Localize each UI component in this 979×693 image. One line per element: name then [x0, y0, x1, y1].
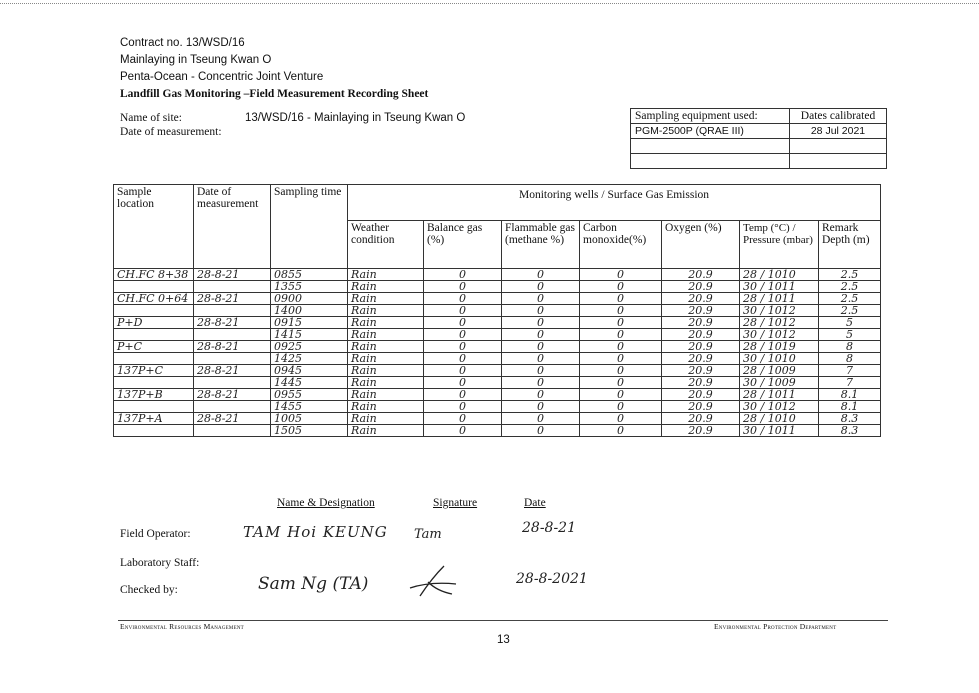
row-oxygen: 20.9: [662, 317, 740, 329]
row-date: [194, 377, 271, 389]
row-balance: 0: [424, 413, 502, 425]
calibrated-header: Dates calibrated: [790, 109, 887, 124]
row-date: 28-8-21: [194, 389, 271, 401]
col-date: Date of measurement: [194, 185, 271, 269]
row-temp-pressure: 30 / 1012: [740, 401, 819, 413]
row-time: 0915: [271, 317, 348, 329]
row-date: 28-8-21: [194, 341, 271, 353]
equipment-calibrated: 28 Jul 2021: [790, 124, 887, 139]
row-weather: Rain: [348, 317, 424, 329]
row-depth: 5: [819, 329, 881, 341]
row-carbon: 0: [580, 293, 662, 305]
col-carbon: Carbon monoxide(%): [580, 221, 662, 269]
row-time: 0955: [271, 389, 348, 401]
project-name: Mainlaying in Tseung Kwan O: [120, 54, 272, 66]
checked-by-signature-icon: [406, 562, 460, 602]
row-temp-pressure: 30 / 1012: [740, 305, 819, 317]
row-date: 28-8-21: [194, 365, 271, 377]
row-weather: Rain: [348, 305, 424, 317]
row-weather: Rain: [348, 365, 424, 377]
row-depth: 2.5: [819, 269, 881, 281]
table-row: [114, 389, 881, 401]
row-location: [114, 329, 194, 341]
col-weather: Weather condition: [348, 221, 424, 269]
row-balance: 0: [424, 293, 502, 305]
page-number: 13: [497, 634, 510, 646]
row-date: 28-8-21: [194, 317, 271, 329]
date-label: Date of measurement:: [120, 126, 222, 138]
row-temp-pressure: 30 / 1011: [740, 425, 819, 437]
row-oxygen: 20.9: [662, 293, 740, 305]
row-balance: 0: [424, 401, 502, 413]
row-time: 1425: [271, 353, 348, 365]
row-time: 1400: [271, 305, 348, 317]
row-flammable: 0: [502, 281, 580, 293]
table-row: [114, 353, 881, 365]
row-flammable: 0: [502, 341, 580, 353]
field-operator-label: Field Operator:: [120, 528, 191, 540]
row-flammable: 0: [502, 413, 580, 425]
row-flammable: 0: [502, 317, 580, 329]
row-weather: Rain: [348, 377, 424, 389]
row-balance: 0: [424, 269, 502, 281]
row-weather: Rain: [348, 281, 424, 293]
row-flammable: 0: [502, 389, 580, 401]
footer-rule: [118, 620, 888, 621]
row-location: P+C: [114, 341, 194, 353]
checked-by-label: Checked by:: [120, 584, 178, 596]
footer-left: Environmental Resources Management: [120, 622, 244, 631]
row-temp-pressure: 30 / 1010: [740, 353, 819, 365]
row-time: 1455: [271, 401, 348, 413]
table-row: [114, 401, 881, 413]
row-carbon: 0: [580, 425, 662, 437]
row-balance: 0: [424, 317, 502, 329]
checked-by-date: 28-8-2021: [516, 571, 588, 587]
table-row: [114, 281, 881, 293]
col-pressure-label: Pressure (mbar): [743, 234, 813, 246]
site-name-label: Name of site:: [120, 112, 182, 124]
row-oxygen: 20.9: [662, 329, 740, 341]
row-depth: 2.5: [819, 293, 881, 305]
equipment-empty: [631, 154, 790, 169]
row-depth: 7: [819, 365, 881, 377]
table-row: [114, 329, 881, 341]
row-date: [194, 305, 271, 317]
table-row: [114, 377, 881, 389]
row-balance: 0: [424, 425, 502, 437]
row-oxygen: 20.9: [662, 281, 740, 293]
row-time: 0945: [271, 365, 348, 377]
footer-right: Environmental Protection Department: [714, 622, 837, 631]
row-oxygen: 20.9: [662, 353, 740, 365]
row-carbon: 0: [580, 365, 662, 377]
row-temp-pressure: 30 / 1011: [740, 281, 819, 293]
row-flammable: 0: [502, 293, 580, 305]
row-balance: 0: [424, 353, 502, 365]
table-row: [114, 413, 881, 425]
table-row: [114, 341, 881, 353]
row-time: 1415: [271, 329, 348, 341]
row-depth: 8.1: [819, 389, 881, 401]
row-flammable: 0: [502, 329, 580, 341]
field-operator-signature: Tam: [414, 527, 442, 542]
row-depth: 7: [819, 377, 881, 389]
row-date: [194, 401, 271, 413]
row-flammable: 0: [502, 401, 580, 413]
field-operator-date: 28-8-21: [522, 520, 576, 536]
checked-by-name: Sam Ng (TA): [258, 574, 369, 594]
row-carbon: 0: [580, 413, 662, 425]
row-location: 137P+A: [114, 413, 194, 425]
table-row: [114, 365, 881, 377]
row-depth: 5: [819, 317, 881, 329]
row-carbon: 0: [580, 353, 662, 365]
row-temp-pressure: 28 / 1010: [740, 269, 819, 281]
row-oxygen: 20.9: [662, 425, 740, 437]
row-depth: 8: [819, 353, 881, 365]
row-location: CH.FC 8+38: [114, 269, 194, 281]
row-oxygen: 20.9: [662, 365, 740, 377]
row-date: [194, 329, 271, 341]
row-carbon: 0: [580, 269, 662, 281]
contract-number: Contract no. 13/WSD/16: [120, 37, 245, 49]
row-date: [194, 425, 271, 437]
row-flammable: 0: [502, 353, 580, 365]
row-date: 28-8-21: [194, 413, 271, 425]
row-location: [114, 305, 194, 317]
row-depth: 8.1: [819, 401, 881, 413]
sheet-title: Landfill Gas Monitoring –Field Measurement Recording Sheet: [120, 88, 429, 100]
col-temp-label: Temp (°C) /: [743, 222, 796, 234]
col-oxygen: Oxygen (%): [662, 221, 740, 269]
row-time: 1505: [271, 425, 348, 437]
row-depth: 2.5: [819, 305, 881, 317]
equipment-empty: [790, 139, 887, 154]
row-weather: Rain: [348, 425, 424, 437]
row-depth: 8.3: [819, 425, 881, 437]
row-location: [114, 401, 194, 413]
row-location: P+D: [114, 317, 194, 329]
row-depth: 8.3: [819, 413, 881, 425]
row-date: [194, 281, 271, 293]
col-time: Sampling time: [271, 185, 348, 269]
signoff-name-header: Name & Designation: [277, 497, 375, 509]
row-weather: Rain: [348, 329, 424, 341]
col-temp: [740, 221, 819, 269]
row-temp-pressure: 28 / 1009: [740, 365, 819, 377]
row-oxygen: 20.9: [662, 389, 740, 401]
row-oxygen: 20.9: [662, 401, 740, 413]
field-operator-name: TAM Hoi KEUNG: [243, 523, 388, 541]
row-weather: Rain: [348, 293, 424, 305]
row-weather: Rain: [348, 353, 424, 365]
row-carbon: 0: [580, 329, 662, 341]
row-oxygen: 20.9: [662, 305, 740, 317]
equipment-device: PGM-2500P (QRAE III): [631, 124, 790, 139]
row-location: 137P+C: [114, 365, 194, 377]
row-time: 0925: [271, 341, 348, 353]
row-flammable: 0: [502, 305, 580, 317]
row-time: 1005: [271, 413, 348, 425]
row-time: 1445: [271, 377, 348, 389]
row-location: [114, 425, 194, 437]
table-row: [114, 305, 881, 317]
row-date: 28-8-21: [194, 293, 271, 305]
row-oxygen: 20.9: [662, 377, 740, 389]
row-weather: Rain: [348, 389, 424, 401]
col-remark: Remark Depth (m): [819, 221, 881, 269]
equipment-table: [630, 108, 887, 169]
row-location: [114, 353, 194, 365]
row-temp-pressure: 28 / 1010: [740, 413, 819, 425]
row-temp-pressure: 30 / 1009: [740, 377, 819, 389]
site-name-value: 13/WSD/16 - Mainlaying in Tseung Kwan O: [245, 112, 466, 124]
row-balance: 0: [424, 389, 502, 401]
row-carbon: 0: [580, 305, 662, 317]
row-location: [114, 281, 194, 293]
row-balance: 0: [424, 329, 502, 341]
table-row: [114, 317, 881, 329]
row-flammable: 0: [502, 425, 580, 437]
row-flammable: 0: [502, 269, 580, 281]
equipment-empty: [631, 139, 790, 154]
row-temp-pressure: 28 / 1012: [740, 317, 819, 329]
row-temp-pressure: 28 / 1011: [740, 389, 819, 401]
lab-staff-label: Laboratory Staff:: [120, 557, 200, 569]
row-flammable: 0: [502, 377, 580, 389]
col-balance: Balance gas (%): [424, 221, 502, 269]
row-carbon: 0: [580, 377, 662, 389]
row-balance: 0: [424, 281, 502, 293]
col-location: Sample location: [114, 185, 194, 269]
signoff-date-header: Date: [524, 497, 546, 509]
table-row: [114, 269, 881, 281]
row-carbon: 0: [580, 341, 662, 353]
table-row: [114, 425, 881, 437]
monitoring-table: [113, 184, 881, 437]
col-flammable: Flammable gas (methane %): [502, 221, 580, 269]
row-carbon: 0: [580, 317, 662, 329]
row-oxygen: 20.9: [662, 341, 740, 353]
row-location: CH.FC 0+64: [114, 293, 194, 305]
row-location: 137P+B: [114, 389, 194, 401]
row-weather: Rain: [348, 401, 424, 413]
row-flammable: 0: [502, 365, 580, 377]
row-temp-pressure: 28 / 1019: [740, 341, 819, 353]
signoff-signature-header: Signature: [433, 497, 478, 509]
row-time: 0855: [271, 269, 348, 281]
row-carbon: 0: [580, 401, 662, 413]
row-temp-pressure: 30 / 1012: [740, 329, 819, 341]
row-balance: 0: [424, 377, 502, 389]
contractor-name: Penta-Ocean - Concentric Joint Venture: [120, 71, 324, 83]
row-date: 28-8-21: [194, 269, 271, 281]
row-depth: 8: [819, 341, 881, 353]
row-balance: 0: [424, 305, 502, 317]
equipment-empty: [790, 154, 887, 169]
row-oxygen: 20.9: [662, 269, 740, 281]
equipment-header: Sampling equipment used:: [631, 109, 790, 124]
table-row: [114, 293, 881, 305]
top-rule: [0, 3, 979, 4]
row-time: 1355: [271, 281, 348, 293]
row-time: 0900: [271, 293, 348, 305]
row-location: [114, 377, 194, 389]
row-temp-pressure: 28 / 1011: [740, 293, 819, 305]
row-carbon: 0: [580, 389, 662, 401]
row-balance: 0: [424, 365, 502, 377]
col-group: Monitoring wells / Surface Gas Emission: [348, 185, 881, 221]
row-weather: Rain: [348, 341, 424, 353]
row-depth: 2.5: [819, 281, 881, 293]
row-weather: Rain: [348, 413, 424, 425]
row-date: [194, 353, 271, 365]
row-balance: 0: [424, 341, 502, 353]
row-carbon: 0: [580, 281, 662, 293]
row-weather: Rain: [348, 269, 424, 281]
row-oxygen: 20.9: [662, 413, 740, 425]
